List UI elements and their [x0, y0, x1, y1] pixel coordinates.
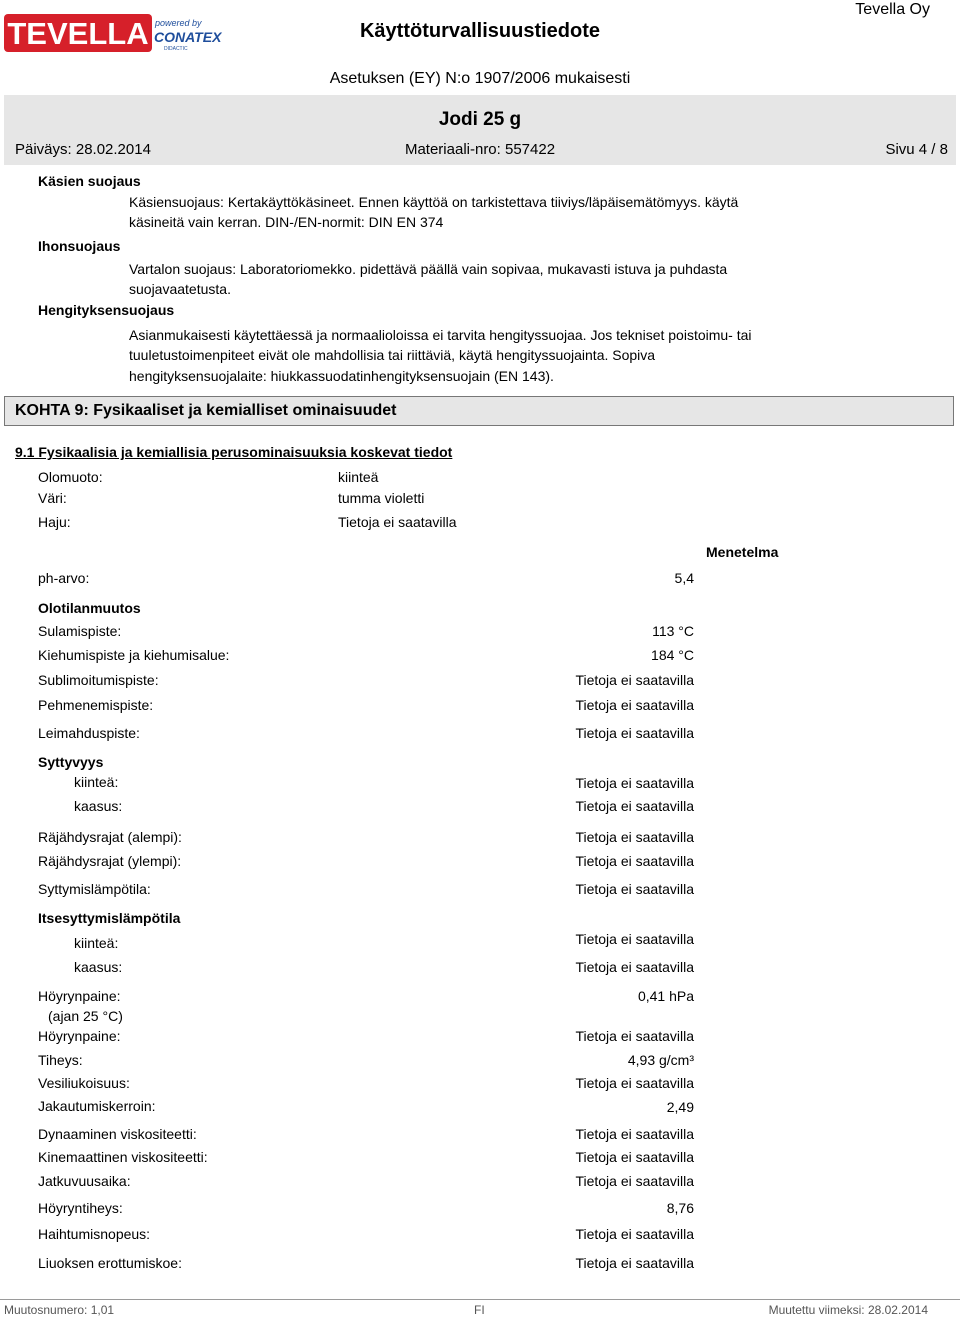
- flammability-gas-label: kaasus:: [74, 798, 123, 814]
- logo-text: TEVELLA: [7, 16, 149, 51]
- skin-protection-line-1: Vartalon suojaus: Laboratoriomekko. pidettävä päällä vain sopivaa, mukavasti istuva ja puhdasta: [129, 261, 728, 277]
- form-label: Olomuoto:: [38, 469, 103, 485]
- hand-protection-line-2: käsineitä vain kerran. DIN-/EN-normit: DIN EN 374: [129, 214, 444, 230]
- state-change-heading: Olotilanmuutos: [38, 600, 141, 616]
- material-number: Materiaali-nro: 557422: [404, 141, 556, 158]
- solvent-separation-label: Liuoksen erottumiskoe:: [38, 1255, 182, 1271]
- partition-coefficient-value: 2,49: [666, 1099, 694, 1115]
- footer-divider: [0, 1299, 960, 1300]
- flash-point-value: Tietoja ei saatavilla: [575, 725, 694, 741]
- ignition-temperature-value: Tietoja ei saatavilla: [575, 881, 694, 897]
- hand-protection-line-1: Käsiensuojaus: Kertakäyttökäsineet. Ennen käyttöä on tarkistettava tiiviys/läpäisemätömyys. käytä: [129, 194, 739, 210]
- flammability-solid-value: Tietoja ei saatavilla: [575, 775, 694, 791]
- respiratory-protection-line-3: hengityksensuojalaite: hiukkassuodatinhengityksensuojain (EN 143).: [129, 368, 554, 384]
- melting-point-label: Sulamispiste:: [38, 623, 122, 639]
- water-solubility-label: Vesiliukoisuus:: [38, 1075, 130, 1091]
- explosion-lower-value: Tietoja ei saatavilla: [575, 829, 694, 845]
- explosion-lower-label: Räjähdysrajat (alempi):: [38, 829, 182, 845]
- vapor-density-label: Höyryntiheys:: [38, 1200, 123, 1216]
- kinematic-viscosity-value: Tietoja ei saatavilla: [575, 1149, 694, 1165]
- form-value: kiinteä: [338, 469, 379, 485]
- language-code: FI: [474, 1303, 485, 1317]
- logo-powered: powered by: [155, 18, 202, 28]
- dynamic-viscosity-value: Tietoja ei saatavilla: [575, 1126, 694, 1142]
- explosion-upper-label: Räjähdysrajat (ylempi):: [38, 853, 182, 869]
- section-9-1-subtitle: 9.1 Fysikaalisia ja kemiallisia perusominaisuuksia koskevat tiedot: [15, 444, 453, 460]
- density-label: Tiheys:: [38, 1052, 83, 1068]
- autoignition-solid-label: kiinteä:: [74, 935, 119, 951]
- sublimation-point-value: Tietoja ei saatavilla: [575, 672, 694, 688]
- autoignition-heading: Itsesyttymislämpötila: [38, 910, 181, 926]
- regulation-reference: Asetuksen (EY) N:o 1907/2006 mukaisesti: [329, 70, 631, 87]
- hand-protection-heading: Käsien suojaus: [38, 173, 141, 189]
- vapor-pressure-value: 0,41 hPa: [637, 988, 694, 1004]
- boiling-point-value: 184 °C: [651, 647, 694, 663]
- melting-point-value: 113 °C: [652, 623, 694, 639]
- sublimation-point-label: Sublimoitumispiste:: [38, 672, 159, 688]
- vapor-pressure-condition: (ajan 25 °C): [48, 1008, 123, 1024]
- logo-partner: CONATEX: [154, 29, 222, 45]
- logo-tagline: DIDACTIC: [164, 46, 188, 52]
- section-9-heading-box: [4, 396, 954, 426]
- revision-number: Muutosnumero: 1,01: [4, 1303, 115, 1317]
- skin-protection-heading: Ihonsuojaus: [38, 238, 121, 254]
- autoignition-gas-label: kaasus:: [74, 959, 123, 975]
- flammability-solid-label: kiinteä:: [74, 774, 119, 790]
- flash-point-label: Leimahduspiste:: [38, 725, 140, 741]
- flammability-gas-value: Tietoja ei saatavilla: [575, 798, 694, 814]
- autoignition-solid-value: Tietoja ei saatavilla: [575, 931, 694, 947]
- respiratory-protection-heading: Hengityksensuojaus: [38, 302, 175, 318]
- boiling-point-label: Kiehumispiste ja kiehumisalue:: [38, 647, 230, 663]
- water-solubility-value: Tietoja ei saatavilla: [575, 1075, 694, 1091]
- vapor-pressure-2-value: Tietoja ei saatavilla: [575, 1028, 694, 1044]
- ph-value: 5,4: [674, 570, 694, 586]
- evaporation-rate-value: Tietoja ei saatavilla: [575, 1226, 694, 1242]
- product-name: Jodi 25 g: [438, 109, 522, 130]
- kinematic-viscosity-label: Kinemaattinen viskositeetti:: [38, 1149, 208, 1165]
- softening-point-label: Pehmenemispiste:: [38, 697, 154, 713]
- respiratory-protection-line-1: Asianmukaisesti käytettäessä ja normaalioloissa ei tarvita hengityssuojaa. Jos tekniset poistoimu- tai: [129, 327, 752, 343]
- page-number: Sivu 4 / 8: [885, 141, 948, 158]
- vapor-density-value: 8,76: [666, 1200, 694, 1216]
- section-9-title: KOHTA 9: Fysikaaliset ja kemialliset ominaisuudet: [15, 402, 397, 419]
- partition-coefficient-label: Jakautumiskerroin:: [38, 1098, 156, 1114]
- odor-value: Tietoja ei saatavilla: [338, 514, 457, 530]
- explosion-upper-value: Tietoja ei saatavilla: [575, 853, 694, 869]
- dynamic-viscosity-label: Dynaaminen viskositeetti:: [38, 1126, 197, 1142]
- flow-time-value: Tietoja ei saatavilla: [575, 1173, 694, 1189]
- autoignition-gas-value: Tietoja ei saatavilla: [575, 959, 694, 975]
- skin-protection-line-2: suojavaatetusta.: [129, 281, 231, 297]
- evaporation-rate-label: Haihtumisnopeus:: [38, 1226, 151, 1242]
- solvent-separation-value: Tietoja ei saatavilla: [575, 1255, 694, 1271]
- document-date: Päiväys: 28.02.2014: [15, 141, 151, 158]
- company-name: Tevella Oy: [855, 1, 930, 18]
- color-value: tumma violetti: [338, 490, 425, 506]
- last-modified: Muutettu viimeksi: 28.02.2014: [768, 1303, 928, 1317]
- flow-time-label: Jatkuvuusaika:: [38, 1173, 131, 1189]
- color-label: Väri:: [38, 490, 67, 506]
- ignition-temperature-label: Syttymislämpötila:: [38, 881, 151, 897]
- vapor-pressure-2-label: Höyrynpaine:: [38, 1028, 121, 1044]
- odor-label: Haju:: [38, 514, 71, 530]
- vapor-pressure-label: Höyrynpaine:: [38, 988, 121, 1004]
- flammability-heading: Syttyvyys: [38, 754, 104, 770]
- document-title: Käyttöturvallisuustiedote: [359, 20, 601, 42]
- respiratory-protection-line-2: tuuletustoimenpiteet eivät ole mahdollisia tai riittäviä, käytä hengityssuojainta. Sopiva: [129, 347, 656, 363]
- density-value: 4,93 g/cm³: [627, 1052, 694, 1068]
- softening-point-value: Tietoja ei saatavilla: [575, 697, 694, 713]
- method-column-header: Menetelma: [706, 544, 779, 560]
- ph-label: ph-arvo:: [38, 570, 90, 586]
